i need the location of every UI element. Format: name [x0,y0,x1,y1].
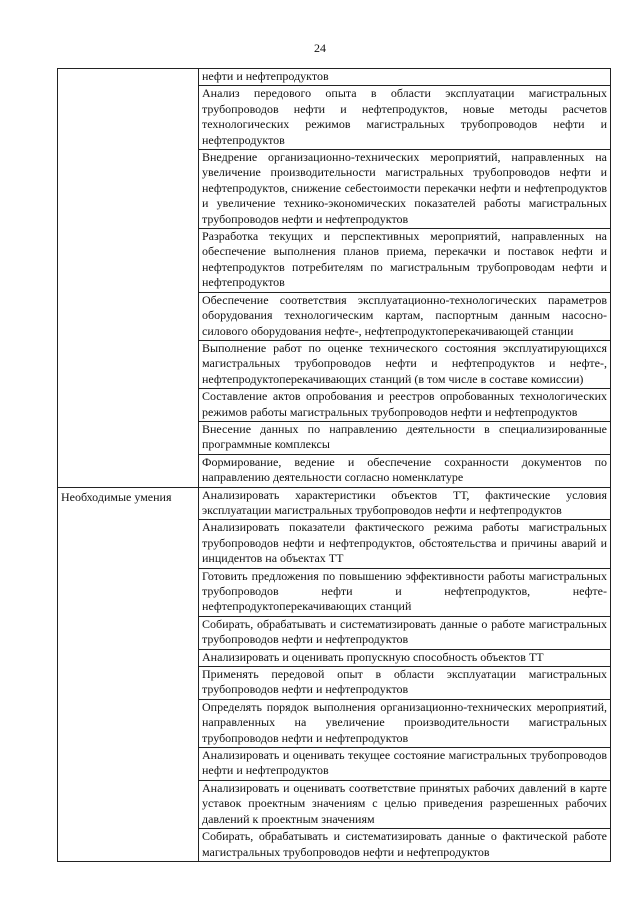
section-label [61,69,195,71]
page-number: 24 [314,41,326,55]
section-label-cell [58,487,199,861]
document-table-body [58,69,611,862]
table-cell-text: Определять порядок выполнения организационно-технических мероприятий, направленных на увеличение производительности магистральных трубопроводов нефти и нефтепродуктов [199,699,611,747]
table-cell-text: Анализировать и оценивать пропускную способность объектов ТТ [199,649,611,666]
table-cell-text: Собирать, обрабатывать и систематизировать данные о фактической работе магистральных трубопроводов нефти и нефтепродуктов [199,829,611,862]
section-label: Необходимые умения [61,489,172,504]
table-cell-text: Собирать, обрабатывать и систематизировать данные о работе магистральных трубопроводов нефти и нефтепродуктов [199,616,611,649]
table-row [58,69,611,86]
table-cell-text: Анализировать и оценивать соответствие принятых рабочих давлений в карте уставок проектным значениям с целью приведения разрешенных рабочих давлений к проектным значениям [199,780,611,828]
table-cell-text: нефти и нефтепродуктов [199,69,611,86]
table-cell-text: Выполнение работ по оценке технического состояния эксплуатирующихся магистральных трубопроводов нефти и нефтепродуктов и нефте-, нефтепродуктоперекачивающих станций (в том числе в составе комиссии) [199,340,611,388]
table-cell-text: Внедрение организационно-технических мероприятий, направленных на увеличение производительности магистральных трубопроводов нефти и нефтепродуктов, снижение себестоимости перекачки нефти и нефтепродуктов и увеличение технико-экономических показателей работы магистральных трубопроводов нефти и нефтепродуктов [199,150,611,229]
table-cell-text: Составление актов опробования и реестров опробованных технологических режимов работы магистральных трубопроводов нефти и нефтепродуктов [199,389,611,422]
table-cell-text: Готовить предложения по повышению эффективности работы магистральных трубопроводов нефти и нефтепродуктов, нефте-нефтепродуктоперекачивающих станций [199,568,611,616]
table-cell-text: Анализировать и оценивать текущее состояние магистральных трубопроводов нефти и нефтепродуктов [199,748,611,781]
document-table [57,68,611,862]
table-cell-text: Разработка текущих и перспективных мероприятий, направленных на обеспечение выполнения планов приема, перекачки и поставок нефти и нефтепродуктов потребителям по магистральным трубопроводам нефти и нефтепродуктов [199,229,611,293]
table-row [58,487,611,520]
table-cell-text: Обеспечение соответствия эксплуатационно-технологических параметров оборудования технологическим картам, паспортным данным насосно-силового оборудования нефте-, нефтепродуктоперекачивающей станции [199,292,611,340]
table-cell-text: Применять передовой опыт в области эксплуатации магистральных трубопроводов нефти и нефтепродуктов [199,667,611,700]
section-label-cell [58,69,199,488]
table-cell-text: Анализировать характеристики объектов ТТ, фактические условия эксплуатации магистральных трубопроводов нефти и нефтепродуктов [199,487,611,520]
table-cell-text: Анализ передового опыта в области эксплуатации магистральных трубопроводов нефти и нефтепродуктов, новые методы расчетов технологических режимов магистральных трубопроводов нефти и нефтепродуктов [199,86,611,150]
table-cell-text: Внесение данных по направлению деятельности в специализированные программные комплексы [199,421,611,454]
table-cell-text: Формирование, ведение и обеспечение сохранности документов по направлению деятельности согласно номенклатуре [199,454,611,487]
table-cell-text: Анализировать показатели фактического режима работы магистральных трубопроводов нефти и нефтепродуктов, обстоятельства и причины аварий и инцидентов на объектах ТТ [199,520,611,568]
